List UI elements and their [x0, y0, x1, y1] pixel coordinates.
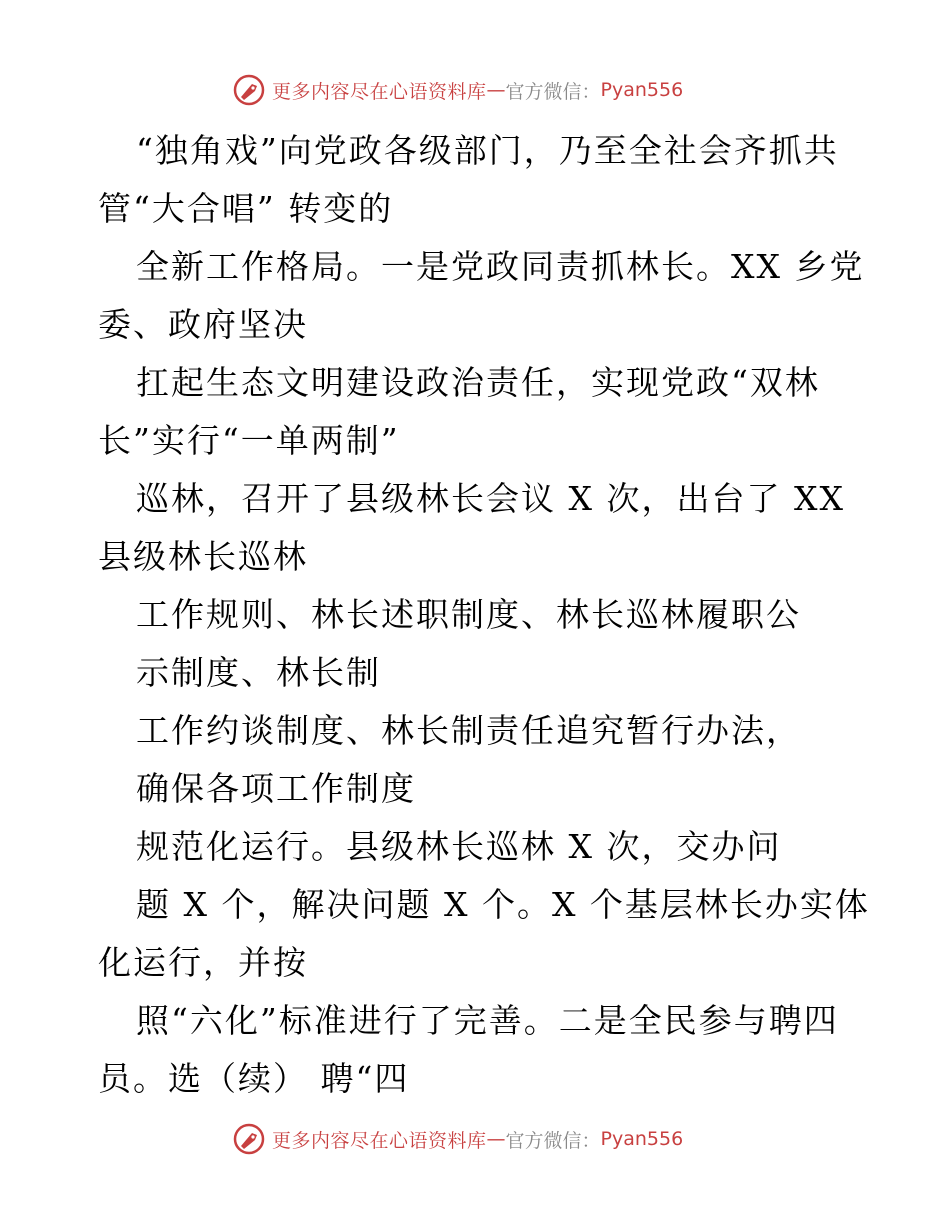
document-body [98, 122, 868, 1108]
body-line: 照“六化”标准进行了完善。二是全民参与聘四 [136, 1001, 839, 1040]
banner-official-label: 官方微信： [505, 1129, 601, 1152]
footer-watermark [232, 1121, 683, 1157]
banner-text: 更多内容尽在心语资料库 [272, 1129, 487, 1152]
body-line: 示制度、林长制 [136, 653, 381, 692]
body-line: 确保各项工作制度 [136, 769, 416, 808]
banner-text: 更多内容尽在心语资料库 [272, 80, 487, 103]
body-line: 巡林，召开了县级林长会议 X 次，出台了 XX [136, 479, 845, 518]
body-line: “独角戏”向党政各级部门，乃至全社会齐抓共 [136, 131, 839, 170]
body-line: 长”实行“一单两制” [98, 421, 400, 460]
body-line: 扛起生态文明建设政治责任，实现党政“双林 [136, 363, 820, 402]
body-line: 工作规则、林长述职制度、林长巡林履职公 [136, 595, 801, 634]
body-line: 委、政府坚决 [98, 305, 308, 344]
banner-wechat-id: Pyan556 [600, 79, 684, 101]
body-line: 化运行，并按 [98, 943, 308, 982]
body-line: 题 X 个，解决问题 X 个。X 个基层林长办实体 [136, 885, 870, 924]
body-line: 管“大合唱” 转变的 [98, 189, 394, 228]
body-line: 员。选（续） 聘“四 [98, 1059, 410, 1098]
header-watermark [232, 72, 683, 108]
body-line: 规范化运行。县级林长巡林 X 次，交办问 [136, 827, 782, 866]
banner-dash: — [486, 1128, 506, 1150]
pen-nib-logo-icon [232, 73, 266, 107]
banner-dash: — [486, 79, 506, 101]
body-line: 全新工作格局。一是党政同责抓林长。XX 乡党 [136, 247, 865, 286]
body-line: 工作约谈制度、林长制责任追究暂行办法， [136, 711, 801, 750]
pen-nib-logo-icon [232, 1122, 266, 1156]
body-line: 县级林长巡林 [98, 537, 308, 576]
banner-official-label: 官方微信： [505, 80, 601, 103]
banner-wechat-id: Pyan556 [600, 1128, 684, 1150]
